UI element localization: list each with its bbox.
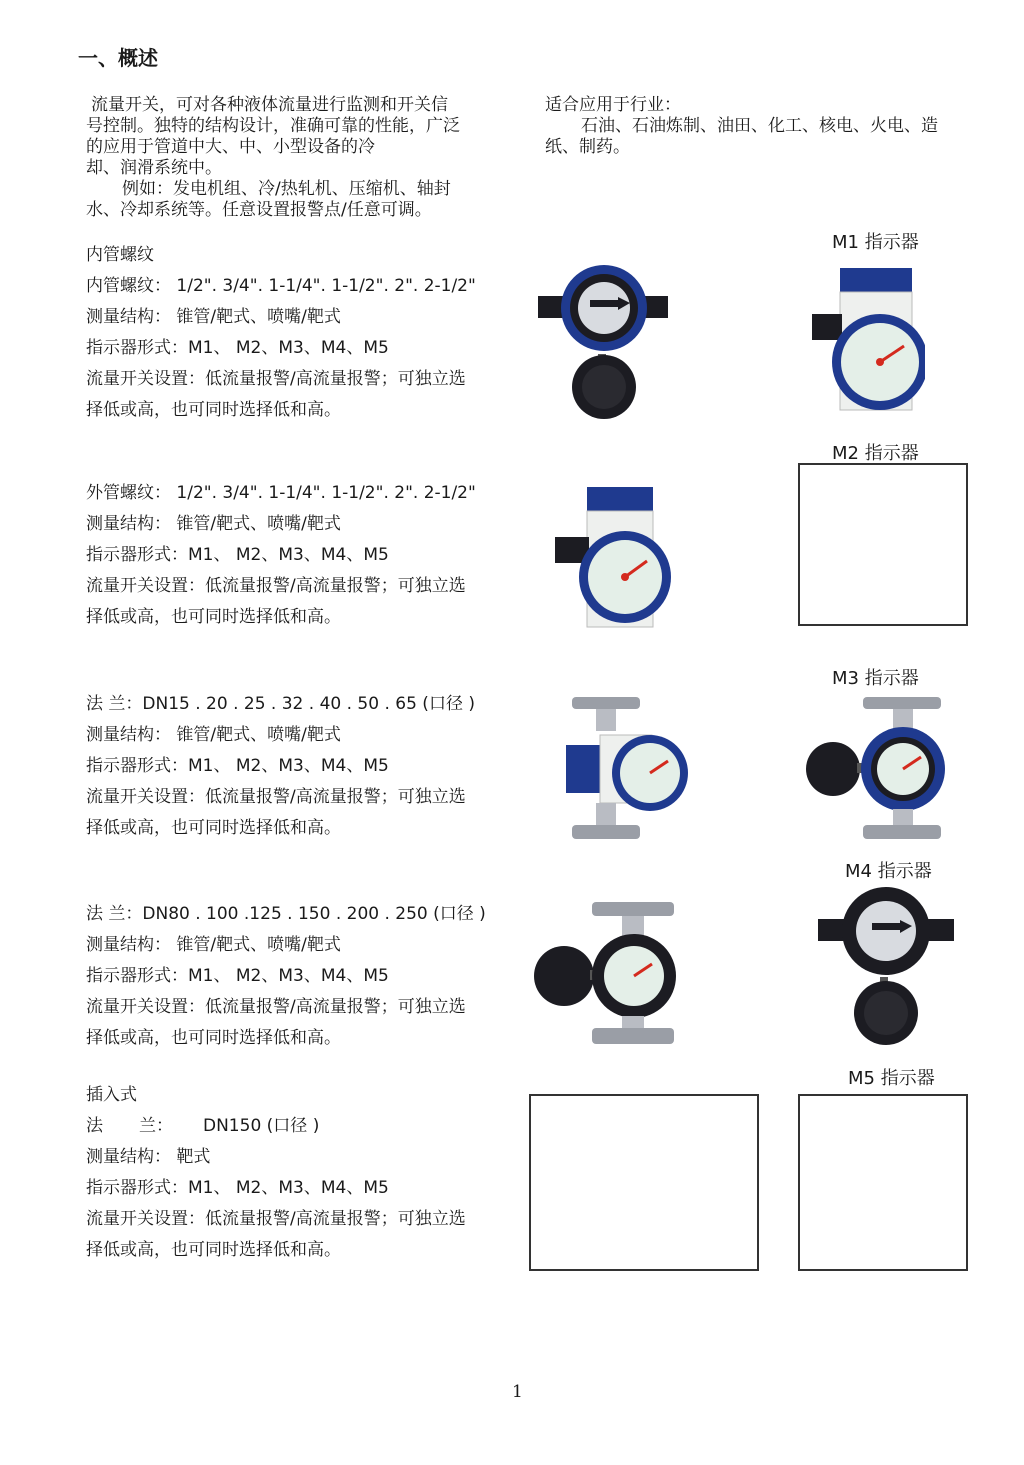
intro-line: 例如：发电机组、冷/热轧机、压缩机、轴封 xyxy=(122,179,451,199)
m2-image-placeholder xyxy=(798,463,968,626)
switch-spec: 流量开关设置：低流量报警/高流量报警；可独立选 xyxy=(86,576,466,596)
thread-spec: 外管螺纹： 1/2". 3/4". 1-1/4". 1-1/2". 2". 2-1/2" xyxy=(86,483,476,503)
intro-line: 流量开关，可对各种液体流量进行监测和开关信 xyxy=(91,95,448,115)
flange-value: DN150 (口径 ) xyxy=(203,1116,320,1136)
intro-line: 水、冷却系统等。任意设置报警点/任意可调。 xyxy=(86,200,432,220)
industries-block xyxy=(545,95,975,158)
section-title: 插入式 xyxy=(86,1085,137,1105)
indicator-spec: 指示器形式：M1、 M2、M3、M4、M5 xyxy=(86,756,389,776)
flange-spec xyxy=(86,1111,466,1142)
external-thread-meter-image xyxy=(553,485,673,635)
structure-spec: 测量结构： 锥管/靶式、喷嘴/靶式 xyxy=(86,725,341,745)
m1-indicator-image xyxy=(810,262,925,419)
flange-label: 法 xyxy=(86,1116,103,1136)
switch-spec: 流量开关设置：低流量报警/高流量报警；可独立选 xyxy=(86,997,466,1017)
switch-spec: 流量开关设置：低流量报警/高流量报警；可独立选 xyxy=(86,1209,466,1229)
section-title: 内管螺纹 xyxy=(86,245,154,265)
section-external-thread xyxy=(86,478,476,633)
page-heading: 一、概述 xyxy=(78,46,158,70)
caption-m5: M5 指示器 xyxy=(848,1068,935,1089)
switch-spec: 流量开关设置：低流量报警/高流量报警；可独立选 xyxy=(86,369,466,389)
insertion-image-placeholder xyxy=(529,1094,759,1271)
internal-thread-meter-image xyxy=(538,262,672,427)
intro-line: 的应用于管道中大、中、小型设备的冷 xyxy=(86,137,375,157)
caption-m2: M2 指示器 xyxy=(832,443,919,464)
intro-paragraph xyxy=(86,95,506,221)
section-flange-small xyxy=(86,689,475,844)
structure-spec: 测量结构： 靶式 xyxy=(86,1147,211,1167)
flange-label-2: 兰： xyxy=(139,1116,173,1136)
structure-spec: 测量结构： 锥管/靶式、喷嘴/靶式 xyxy=(86,307,341,327)
switch-spec-cont: 择低或高，也可同时选择低和高。 xyxy=(86,818,341,838)
thread-spec: 内管螺纹： 1/2". 3/4". 1-1/4". 1-1/2". 2". 2-1/2" xyxy=(86,276,476,296)
switch-spec-cont: 择低或高，也可同时选择低和高。 xyxy=(86,607,341,627)
intro-line: 号控制。独特的结构设计，准确可靠的性能，广泛 xyxy=(86,116,460,136)
section-flange-large xyxy=(86,899,486,1054)
flange-meter-large-image xyxy=(534,900,680,1050)
industries-line: 石油、石油炼制、油田、化工、核电、火电、造 xyxy=(581,116,938,136)
indicator-spec: 指示器形式：M1、 M2、M3、M4、M5 xyxy=(86,966,389,986)
structure-spec: 测量结构： 锥管/靶式、喷嘴/靶式 xyxy=(86,935,341,955)
industries-line: 纸、制药。 xyxy=(545,137,630,157)
switch-spec-cont: 择低或高，也可同时选择低和高。 xyxy=(86,400,341,420)
caption-m1: M1 指示器 xyxy=(832,232,919,253)
switch-spec-cont: 择低或高，也可同时选择低和高。 xyxy=(86,1028,341,1048)
flange-spec: 法 兰：DN15 . 20 . 25 . 32 . 40 . 50 . 65 (口径 ) xyxy=(86,694,475,714)
caption-m4: M4 指示器 xyxy=(845,861,932,882)
industries-title: 适合应用于行业： xyxy=(545,95,681,115)
m3-indicator-image xyxy=(805,695,945,845)
m4-indicator-image xyxy=(818,885,954,1050)
indicator-spec: 指示器形式：M1、 M2、M3、M4、M5 xyxy=(86,545,389,565)
indicator-spec: 指示器形式：M1、 M2、M3、M4、M5 xyxy=(86,1178,389,1198)
m5-image-placeholder xyxy=(798,1094,968,1271)
indicator-spec: 指示器形式：M1、 M2、M3、M4、M5 xyxy=(86,338,389,358)
flange-meter-small-image xyxy=(564,695,694,845)
caption-m3: M3 指示器 xyxy=(832,668,919,689)
page-number: 1 xyxy=(512,1382,523,1402)
intro-line: 却、润滑系统中。 xyxy=(86,158,222,178)
switch-spec: 流量开关设置：低流量报警/高流量报警；可独立选 xyxy=(86,787,466,807)
section-internal-thread xyxy=(86,240,476,426)
section-insertion xyxy=(86,1080,466,1266)
structure-spec: 测量结构： 锥管/靶式、喷嘴/靶式 xyxy=(86,514,341,534)
switch-spec-cont: 择低或高，也可同时选择低和高。 xyxy=(86,1240,341,1260)
flange-spec: 法 兰：DN80 . 100 .125 . 150 . 200 . 250 (口径 ) xyxy=(86,904,486,924)
